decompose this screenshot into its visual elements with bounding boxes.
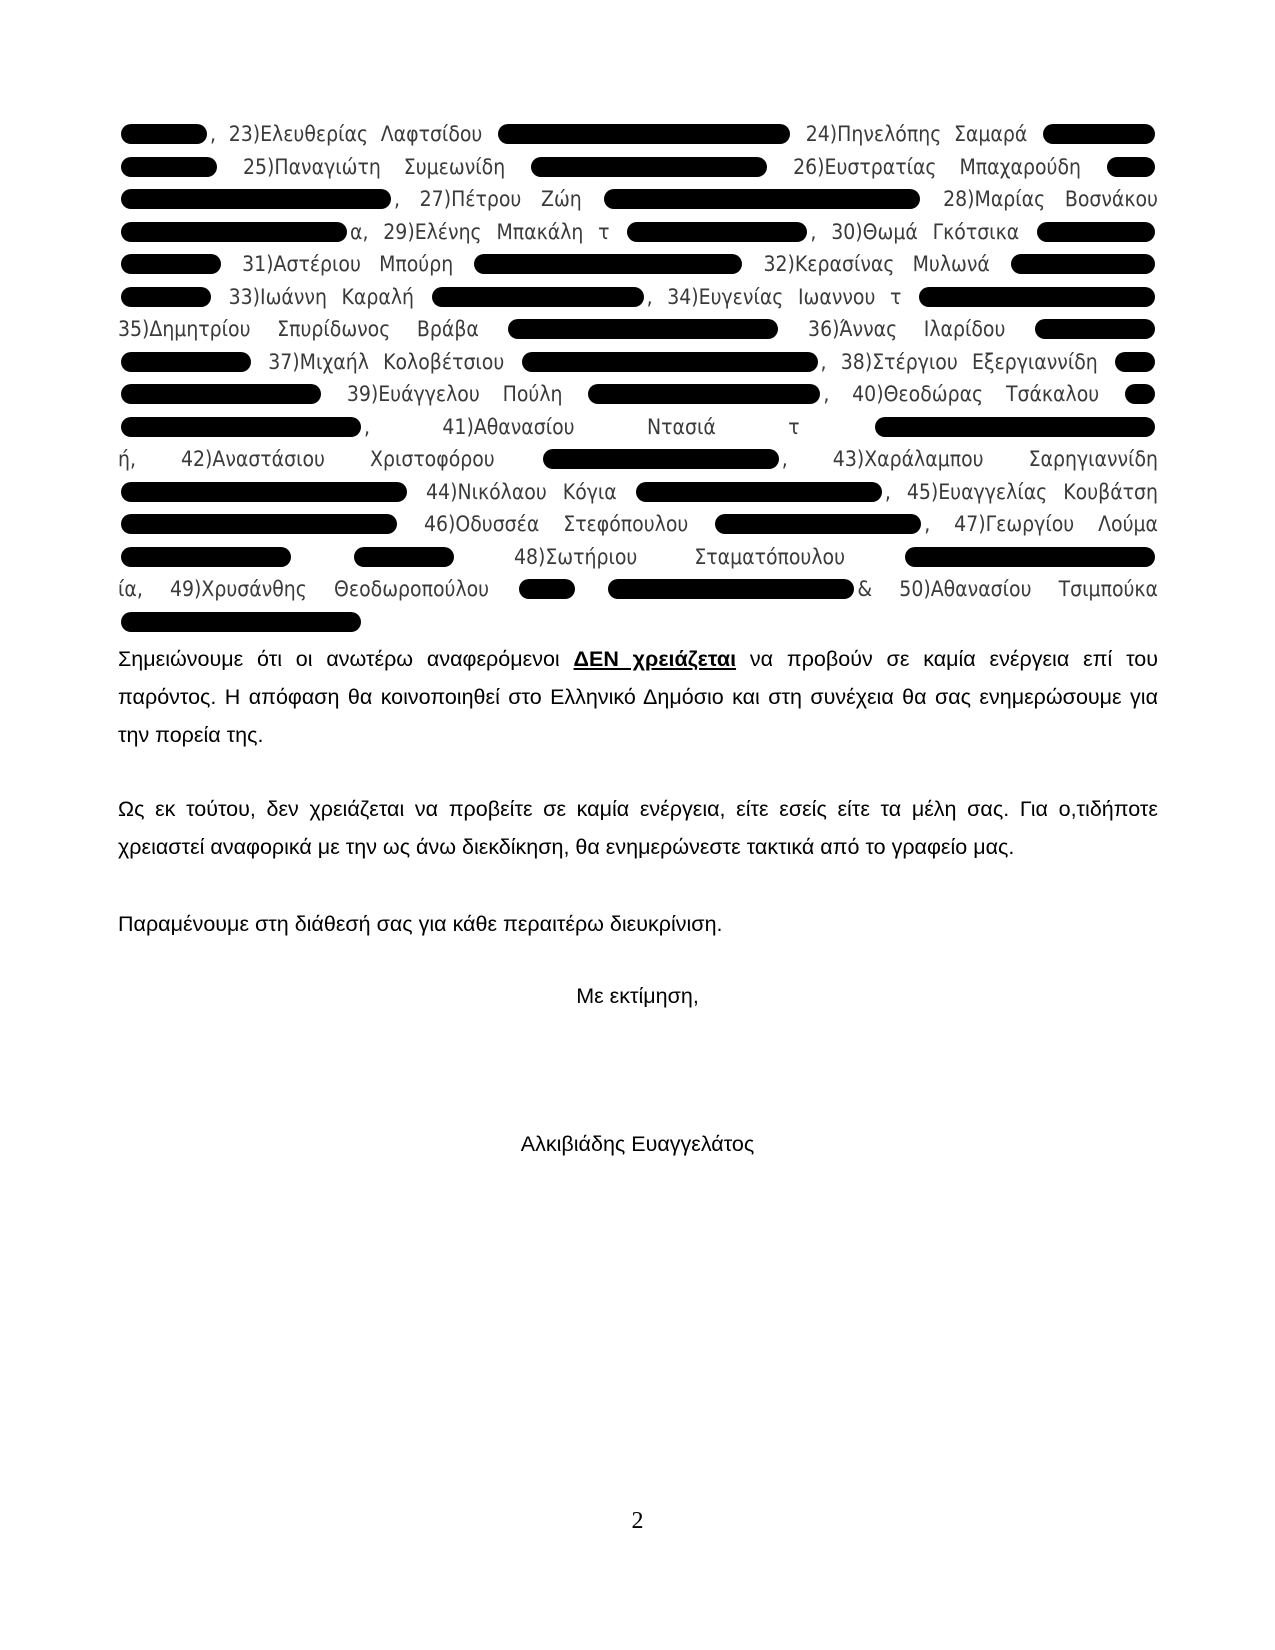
name-entry: 26)Ευστρατίας Μπαχαρούδη xyxy=(770,154,1082,179)
name-entry: ία, 49)Χρυσάνθης Θεοδωροπούλου xyxy=(118,577,490,601)
redaction-mark xyxy=(636,482,882,502)
redaction-mark xyxy=(474,254,742,274)
name-entry: 39)Ευάγγελου Πούλη xyxy=(324,382,563,406)
name-entry: 28)Μαρίας Βοσνάκου xyxy=(923,187,1158,211)
redaction-mark xyxy=(121,352,251,372)
name-entry: 31)Αστέριου Μπούρη xyxy=(224,252,454,276)
name-entry: 46)Οδυσσέα Στεφόπουλου xyxy=(423,512,689,536)
redaction-mark xyxy=(121,547,291,567)
redaction-mark xyxy=(715,514,921,534)
name-entry: 24)Πηνελόπης Σαμαρά xyxy=(793,122,1028,146)
redaction-mark xyxy=(121,384,321,404)
redaction-mark xyxy=(498,124,790,144)
name-entry: , 27)Πέτρου Ζώη xyxy=(394,187,582,211)
redaction-mark xyxy=(121,222,347,242)
name-entry: 35)Δημητρίου Σπυρίδωνος Βράβα xyxy=(118,317,479,341)
name-entry: , 23)Ελευθερίας Λαφτσίδου xyxy=(210,122,483,146)
name-entry: & 50)Αθανασίου Τσιμπούκα xyxy=(857,577,1159,601)
redaction-mark xyxy=(354,547,454,567)
name-entry: 36)Άννας Ιλαρίδου xyxy=(781,317,1006,341)
redaction-mark xyxy=(121,482,407,502)
name-entry: 44)Νικόλαου Κόγια xyxy=(426,479,617,504)
redaction-mark xyxy=(121,254,221,274)
redaction-mark xyxy=(519,579,575,599)
redaction-mark xyxy=(522,352,818,372)
redaction-mark xyxy=(919,287,1155,307)
redaction-mark xyxy=(543,449,779,469)
redaction-mark xyxy=(588,384,820,404)
name-entry: 48)Σωτήριου Σταματόπουλου xyxy=(513,544,846,569)
redaction-mark xyxy=(432,287,644,307)
paragraph-no-action-needed xyxy=(118,640,1158,754)
redaction-mark xyxy=(875,417,1155,437)
paragraph-availability: Παραμένουμε στη διάθεσή σας για κάθε περαιτέρω διευκρίνιση. xyxy=(118,912,723,936)
names-list xyxy=(118,118,1158,638)
redaction-mark xyxy=(1107,157,1155,177)
emphasis-text: ΔΕΝ χρειάζεται xyxy=(573,647,737,671)
redaction-mark xyxy=(1115,352,1155,372)
redaction-mark xyxy=(121,612,361,632)
redaction-mark xyxy=(121,157,217,177)
name-entry: , 41)Αθανασίου Ντασιά τ xyxy=(364,414,800,439)
redaction-mark xyxy=(508,319,778,339)
name-entry: ή, 42)Αναστάσιου Χριστοφόρου xyxy=(118,447,495,471)
redaction-mark xyxy=(1011,254,1155,274)
redaction-mark xyxy=(905,547,1155,567)
signature-name: Αλκιβιάδης Ευαγγελάτος xyxy=(520,1132,755,1156)
name-entry: , 34)Ευγενίας Ιωαννου τ xyxy=(646,284,902,309)
redaction-mark xyxy=(531,157,767,177)
redaction-mark xyxy=(1125,384,1155,404)
name-entry: 33)Ιωάννη Καραλή xyxy=(214,284,415,309)
name-entry: , 40)Θεοδώρας Τσάκαλου xyxy=(823,382,1100,406)
name-entry: 25)Παναγιώτη Συμεωνίδη xyxy=(220,154,506,179)
redaction-mark xyxy=(121,287,211,307)
paragraph-text: Σημειώνουμε ότι οι ανωτέρω αναφερόμενοι xyxy=(118,647,574,671)
redaction-mark xyxy=(121,417,361,437)
name-entry: 32)Κερασίνας Μυλωνά xyxy=(745,252,990,276)
name-entry: , 43)Χαράλαμπου Σαρηγιαννίδη xyxy=(781,447,1159,471)
paragraph-members-info: Ως εκ τούτου, δεν χρειάζεται να προβείτε σε καμία ενέργεια, είτε εσείς είτε τα μέλη σας. Για ο,τιδήποτε χρειαστεί αναφορικά με την ως άνω διεκδίκηση, θα ενημερώνεστε τακτικά από το γραφείο μας. xyxy=(118,797,1158,859)
name-entry: 37)Μιχαήλ Κολοβέτσιου xyxy=(254,349,505,374)
redaction-mark xyxy=(121,514,397,534)
redaction-mark xyxy=(1043,124,1155,144)
name-entry: , 45)Ευαγγελίας Κουβάτση xyxy=(884,479,1158,504)
redaction-mark xyxy=(608,579,854,599)
redaction-mark xyxy=(627,222,807,242)
redaction-mark xyxy=(1037,222,1155,242)
redaction-mark xyxy=(121,124,207,144)
page-number: 2 xyxy=(631,1508,644,1534)
name-entry: , 38)Στέργιου Εξεργιαννίδη xyxy=(820,349,1098,374)
redaction-mark xyxy=(604,189,920,209)
closing-salutation: Με εκτίμηση, xyxy=(576,984,699,1008)
name-entry: , 47)Γεωργίου Λούμα xyxy=(924,512,1159,536)
name-entry: , 30)Θωμά Γκότσικα xyxy=(810,219,1020,244)
name-entry: α, 29)Ελένης Μπακάλη τ xyxy=(350,219,610,244)
paragraph-text: να προβούν σε καμία ενέργεια επί του παρόντος. Η απόφαση θα κοινοποιηθεί στο Ελληνικό Δημόσιο και στη συνέχεια θα σας ενημερώσουμε για την πορεία της. xyxy=(118,647,1158,747)
redaction-mark xyxy=(1035,319,1155,339)
redaction-mark xyxy=(121,189,391,209)
